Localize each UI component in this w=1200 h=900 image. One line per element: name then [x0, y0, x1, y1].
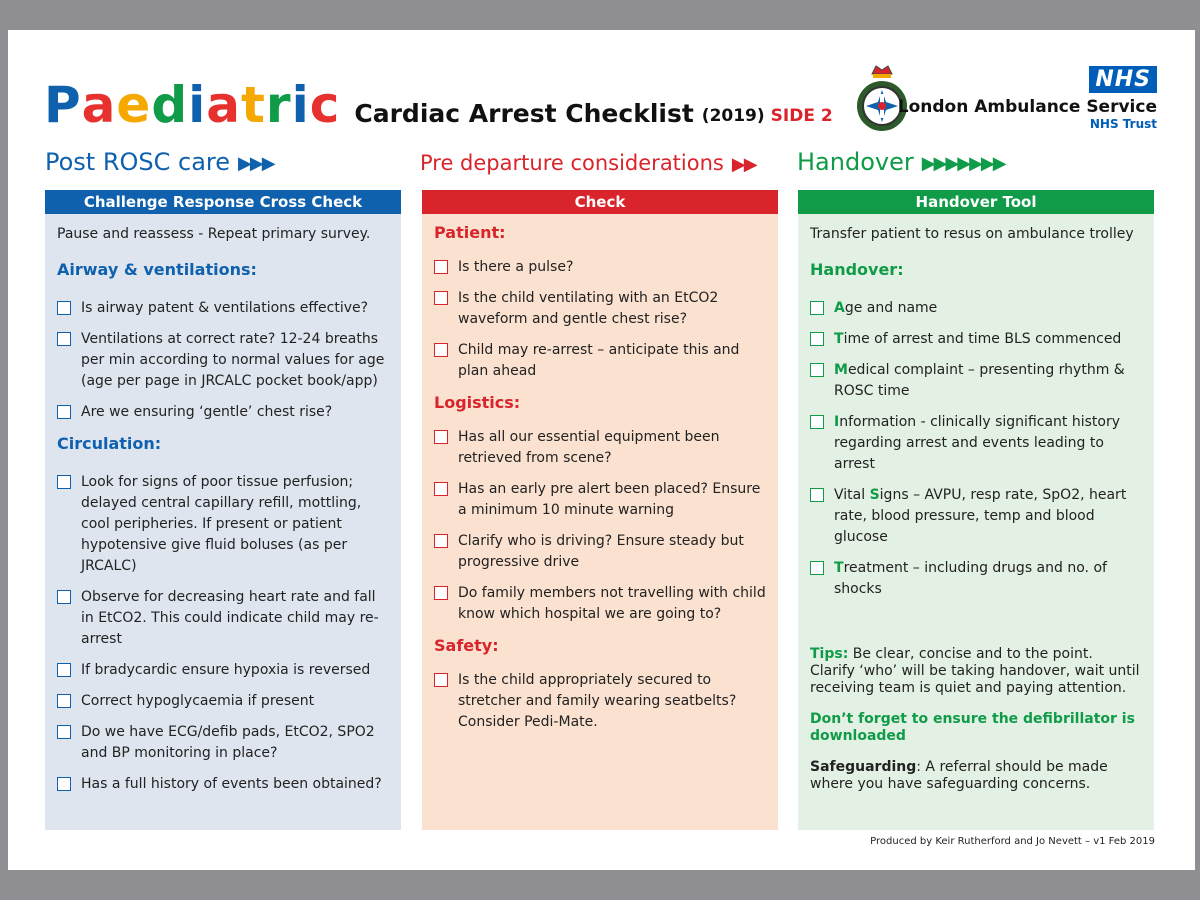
checklist-item: [810, 485, 1142, 548]
column-handover: [798, 190, 1154, 830]
subheading-patient: Patient:: [434, 223, 506, 242]
checkbox[interactable]: [810, 488, 824, 502]
wordmark-letter: a: [206, 76, 242, 134]
checklist-item-text: Observe for decreasing heart rate and fall in EtCO2. This could indicate child may re-arrest: [81, 589, 379, 647]
checklist-item: [57, 472, 389, 577]
checkbox[interactable]: [434, 343, 448, 357]
credit-text: Produced by Keir Rutherford and Jo Nevett – v1 Feb 2019: [870, 836, 1155, 847]
checklist: [434, 257, 766, 382]
nhs-logo: NHS: [1089, 66, 1157, 93]
column-header: Challenge Response Cross Check: [45, 190, 401, 214]
checkbox[interactable]: [57, 694, 71, 708]
checkbox[interactable]: [57, 777, 71, 791]
wordmark-letter: t: [241, 76, 266, 134]
checkbox[interactable]: [434, 291, 448, 305]
checklist-item-text: Is there a pulse?: [458, 259, 574, 275]
arrow-right-icon: ▶▶: [731, 153, 756, 175]
checklist-item-text: Look for signs of poor tissue perfusion; delayed central capillary refill, mottling, cool peripheries. If present or patient hypotensive give fluid boluses (as per JRCALC): [81, 474, 362, 574]
checklist-item: [810, 329, 1142, 350]
tips-text: Be clear, concise and to the point. Clarify ‘who’ will be taking handover, wait until receiving team is quiet and paying attention.: [810, 646, 1140, 696]
checkbox[interactable]: [57, 725, 71, 739]
intro-text: Pause and reassess - Repeat primary survey.: [57, 226, 371, 242]
checkbox[interactable]: [57, 590, 71, 604]
checkbox[interactable]: [57, 663, 71, 677]
checklist-item: [57, 722, 389, 764]
checkbox[interactable]: [810, 415, 824, 429]
item-rest: nformation - clinically significant history regarding arrest and events leading to arrest: [834, 414, 1121, 472]
checklist: [57, 298, 389, 423]
mnemonic-initial: S: [869, 487, 880, 503]
section-title-text: Pre departure considerations: [420, 151, 724, 175]
checklist-item-text: [834, 298, 937, 319]
subheading-handover: Handover:: [810, 260, 904, 279]
column-body: [45, 214, 401, 830]
wordmark-letter: r: [265, 76, 292, 134]
defib-note: [810, 711, 1142, 745]
checkbox[interactable]: [434, 534, 448, 548]
checklist-item: [810, 298, 1142, 319]
checklist-item-text: Do we have ECG/defib pads, EtCO2, SPO2 and BP monitoring in place?: [81, 724, 375, 761]
checklist-item: [434, 340, 766, 382]
checklist-item: [57, 402, 389, 423]
checklist-item-text: [834, 412, 1142, 475]
column-header: Handover Tool: [798, 190, 1154, 214]
checkbox[interactable]: [57, 475, 71, 489]
mnemonic-initial: T: [834, 560, 844, 576]
column-post-rosc: [45, 190, 401, 830]
safeguarding-label: Safeguarding: [810, 759, 917, 775]
tips-label: Tips:: [810, 646, 849, 662]
wordmark-letter: d: [151, 76, 189, 134]
column-body: [422, 214, 778, 830]
item-rest: igns – AVPU, resp rate, SpO2, heart rate, blood pressure, temp and blood glucose: [834, 487, 1127, 545]
checklist: [434, 670, 766, 733]
column-header: Check: [422, 190, 778, 214]
title-side: SIDE 2: [770, 106, 833, 126]
nhs-branding: [898, 66, 1157, 131]
checklist-item-text: [834, 558, 1142, 600]
checkbox[interactable]: [57, 301, 71, 315]
checklist-item-text: [834, 360, 1142, 402]
checkbox[interactable]: [434, 586, 448, 600]
checklist-item: [434, 479, 766, 521]
checklist-sheet: [8, 30, 1195, 870]
checklist-item-text: Clarify who is driving? Ensure steady but progressive drive: [458, 533, 744, 570]
intro-text: Transfer patient to resus on ambulance trolley: [810, 226, 1134, 242]
checkbox[interactable]: [434, 260, 448, 274]
handover-checklist: [810, 298, 1142, 600]
checklist-item-text: Child may re-arrest – anticipate this and plan ahead: [458, 342, 740, 379]
subheading-logistics: Logistics:: [434, 393, 521, 412]
checkbox[interactable]: [434, 673, 448, 687]
checkbox[interactable]: [434, 482, 448, 496]
checklist-item: [434, 288, 766, 330]
wordmark-letter: P: [44, 76, 82, 134]
checkbox[interactable]: [810, 301, 824, 315]
checklist-item: [434, 531, 766, 573]
mnemonic-initial: T: [834, 331, 844, 347]
checklist-item: [57, 774, 389, 795]
checkbox[interactable]: [57, 405, 71, 419]
item-rest: ime of arrest and time BLS commenced: [843, 331, 1122, 347]
defib-note-text: Don’t forget to ensure the defibrillator is downloaded: [810, 711, 1135, 744]
checklist-item-text: Is airway patent & ventilations effective?: [81, 300, 369, 316]
title-main: Cardiac Arrest Checklist: [354, 99, 694, 128]
section-title-text: Post ROSC care: [45, 148, 231, 176]
checklist-item: [434, 670, 766, 733]
org-trust: NHS Trust: [1089, 117, 1157, 131]
column-body: [798, 214, 1154, 830]
wordmark-letter: a: [81, 76, 117, 134]
wordmark-letter: c: [309, 76, 341, 134]
checklist: [57, 472, 389, 795]
wordmark-letter: i: [291, 76, 310, 134]
title-year: (2019): [701, 106, 765, 126]
arrow-right-icon: ▶▶▶▶▶▶▶: [921, 152, 1005, 174]
checkbox[interactable]: [57, 332, 71, 346]
item-rest: edical complaint – presenting rhythm & ROSC time: [834, 362, 1125, 399]
section-title-text: Handover: [797, 148, 914, 176]
paediatric-wordmark: [44, 76, 341, 134]
page-title: [44, 70, 833, 134]
checklist-item-text: [834, 485, 1142, 548]
checklist-item: [57, 691, 389, 712]
checklist-item-text: [834, 329, 1121, 350]
tips-note: [810, 646, 1142, 697]
section-title-post-rosc: [45, 148, 274, 176]
checklist-item-text: Are we ensuring ‘gentle’ chest rise?: [81, 404, 333, 420]
mnemonic-initial: A: [834, 300, 845, 316]
safeguarding-text: : A referral should be made where you have safeguarding concerns.: [810, 759, 1108, 792]
checklist-item: [57, 329, 389, 392]
checklist-item: [434, 583, 766, 625]
checklist: [434, 427, 766, 625]
checklist-item: [434, 257, 766, 278]
subheading-safety: Safety:: [434, 636, 499, 655]
checklist-item-text: Ventilations at correct rate? 12-24 breaths per min according to normal values for age (age per page in JRCALC pocket book/app): [81, 331, 385, 389]
checkbox[interactable]: [810, 561, 824, 575]
item-rest: reatment – including drugs and no. of shocks: [834, 560, 1107, 597]
checklist-item-text: Is the child appropriately secured to stretcher and family wearing seatbelts? Consider Pedi-Mate.: [458, 672, 737, 730]
checklist-item: [57, 660, 389, 681]
arrow-right-icon: ▶▶▶: [238, 152, 274, 174]
checklist-item: [810, 558, 1142, 600]
subheading-airway: Airway & ventilations:: [57, 260, 257, 279]
checklist-item: [810, 412, 1142, 475]
checklist-item-text: Has an early pre alert been placed? Ensure a minimum 10 minute warning: [458, 481, 761, 518]
checklist-item-text: Do family members not travelling with child know which hospital we are going to?: [458, 585, 766, 622]
checklist-item: [434, 427, 766, 469]
mnemonic-initial: I: [834, 414, 840, 430]
section-title-pre-departure: [420, 151, 756, 175]
checklist-item-text: Has all our essential equipment been retrieved from scene?: [458, 429, 720, 466]
checklist-item: [810, 360, 1142, 402]
column-pre-departure: [422, 190, 778, 830]
item-prefix: Vital: [834, 487, 870, 503]
section-title-handover: [797, 148, 1005, 176]
item-rest: ge and name: [844, 300, 938, 316]
checkbox[interactable]: [434, 430, 448, 444]
safeguarding-note: [810, 759, 1142, 793]
org-name: London Ambulance Service: [897, 97, 1157, 117]
wordmark-letter: e: [116, 76, 152, 134]
checkbox[interactable]: [810, 332, 824, 346]
subheading-circulation: Circulation:: [57, 434, 162, 453]
checklist-item-text: If bradycardic ensure hypoxia is reversed: [81, 662, 371, 678]
wordmark-letter: i: [188, 76, 207, 134]
checklist-item: [57, 587, 389, 650]
checkbox[interactable]: [810, 363, 824, 377]
checklist-item-text: Has a full history of events been obtained?: [81, 776, 382, 792]
mnemonic-initial: M: [834, 362, 848, 378]
checklist-item-text: Is the child ventilating with an EtCO2 waveform and gentle chest rise?: [458, 290, 719, 327]
checklist-item-text: Correct hypoglycaemia if present: [81, 693, 315, 709]
checklist-item: [57, 298, 389, 319]
